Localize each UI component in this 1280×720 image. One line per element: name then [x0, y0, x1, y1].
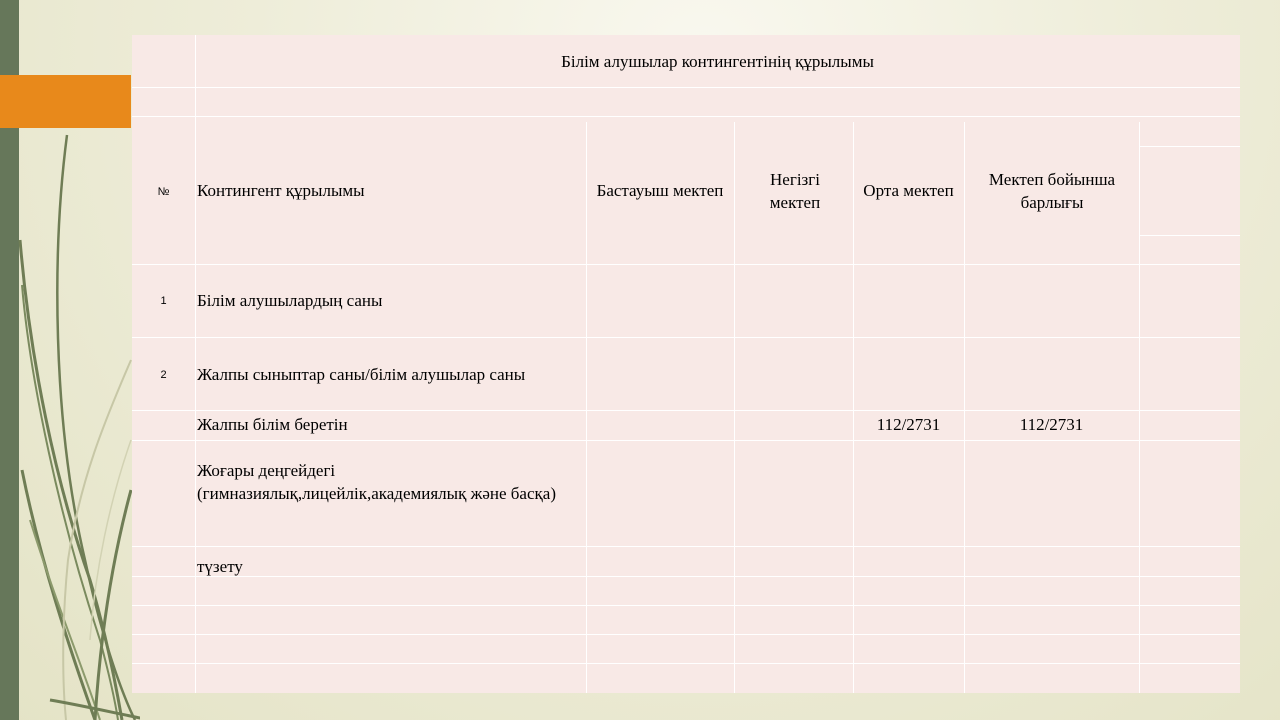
header-total: Мектеп бойынша барлығы	[988, 170, 1116, 212]
row-3-label: Жалпы білім беретін	[197, 415, 348, 434]
row-1-label: Білім алушылардың саны	[197, 291, 383, 310]
row-1-number: 1	[160, 295, 167, 307]
row-2-number: 2	[160, 369, 167, 381]
grass-decoration	[0, 0, 140, 720]
row-4-label: Жоғары деңгейдегі (гимназиялық,лицейлік,академиялық және басқа)	[197, 461, 556, 503]
header-secondary: Орта мектеп	[863, 181, 954, 200]
table-title: Білім алушылар контингентінің құрылымы	[561, 52, 874, 71]
row-3-total: 112/2731	[1019, 415, 1084, 434]
row-2-label: Жалпы сыныптар саны/білім алушылар саны	[197, 365, 526, 384]
row-5-label: түзету	[197, 557, 243, 576]
header-number: №	[157, 186, 170, 198]
header-primary: Бастауыш мектеп	[596, 181, 724, 200]
contingent-table	[132, 35, 1240, 693]
header-structure: Контингент құрылымы	[197, 181, 365, 200]
row-3-secondary: 112/2731	[876, 415, 941, 434]
header-basic: Негізгі мектеп	[769, 170, 821, 212]
